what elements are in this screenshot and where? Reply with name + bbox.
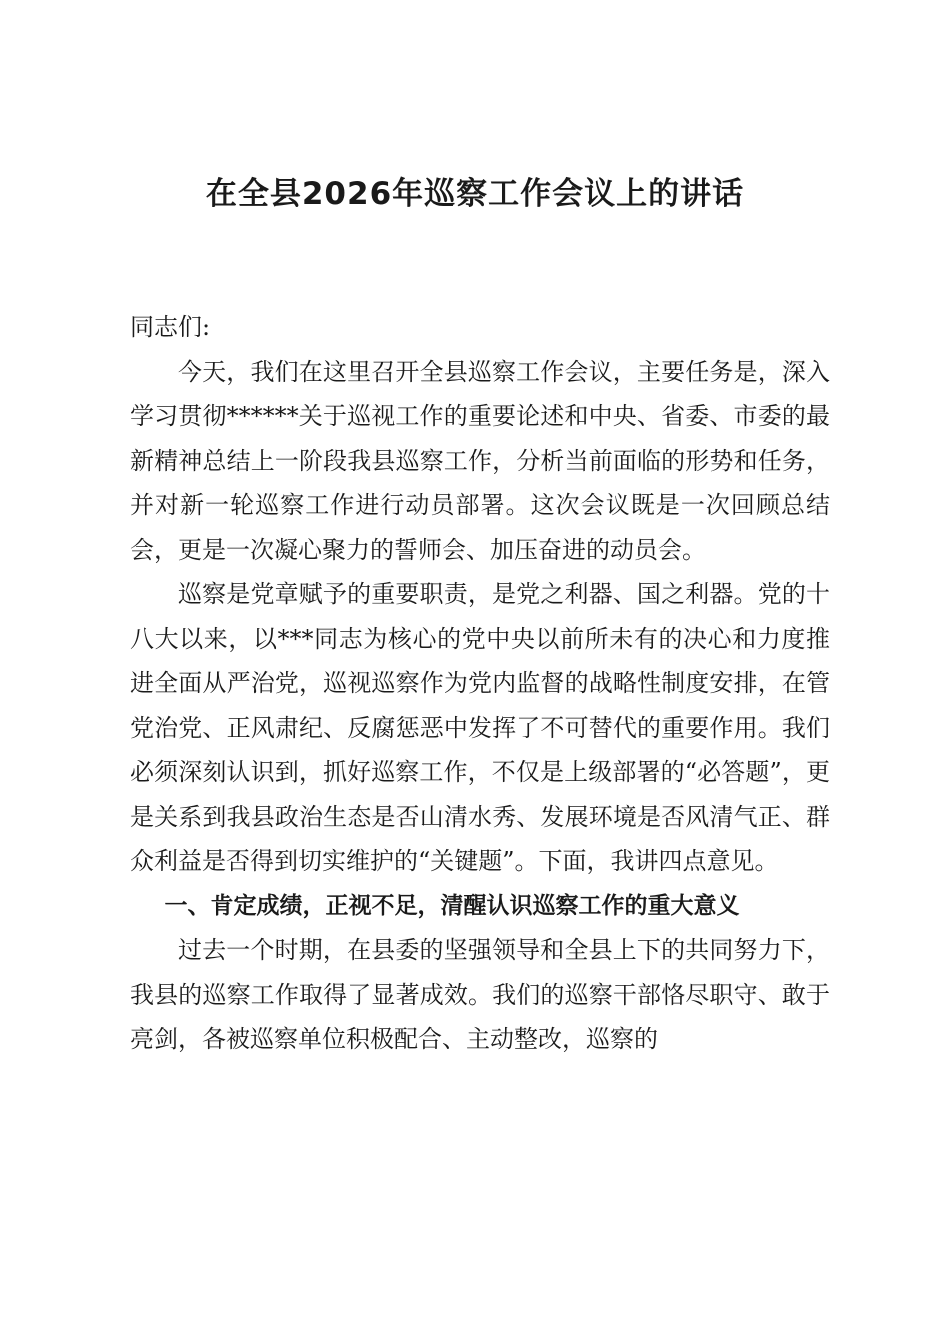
salutation: 同志们: (130, 313, 211, 341)
document-body (130, 305, 830, 1062)
paragraph-section-1: 过去一个时期，在县委的坚强领导和全县上下的共同努力下，我县的巡察工作取得了显著成效。我们的巡察干部恪尽职守、敢于亮剑，各被巡察单位积极配合、主动整改，巡察的 (130, 936, 830, 1053)
paragraph-significance: 巡察是党章赋予的重要职责，是党之利器、国之利器。党的十八大以来，以***同志为核心的党中央以前所未有的决心和力度推进全面从严治党，巡视巡察作为党内监督的战略性制度安排，在管党治党、正风肃纪、反腐惩恶中发挥了不可替代的重要作用。我们必须深刻认识到，抓好巡察工作，不仅是上级部署的“必答题”，更是关系到我县政治生态是否山清水秀、发展环境是否风清气正、群众利益是否得到切实维护的“关键题”。下面，我讲四点意见。 (130, 580, 830, 875)
section-heading-1: 一、肯定成绩，正视不足，清醒认识巡察工作的重大意义 (164, 892, 740, 919)
document-title: 在全县2026年巡察工作会议上的讲话 (205, 176, 745, 212)
paragraph-intro: 今天，我们在这里召开全县巡察工作会议，主要任务是，深入学习贯彻******关于巡视工作的重要论述和中央、省委、市委的最新精神总结上一阶段我县巡察工作，分析当前面临的形势和任务，并对新一轮巡察工作进行动员部署。这次会议既是一次回顾总结会，更是一次凝心聚力的誓师会、加压奋进的动员会。 (130, 357, 830, 564)
